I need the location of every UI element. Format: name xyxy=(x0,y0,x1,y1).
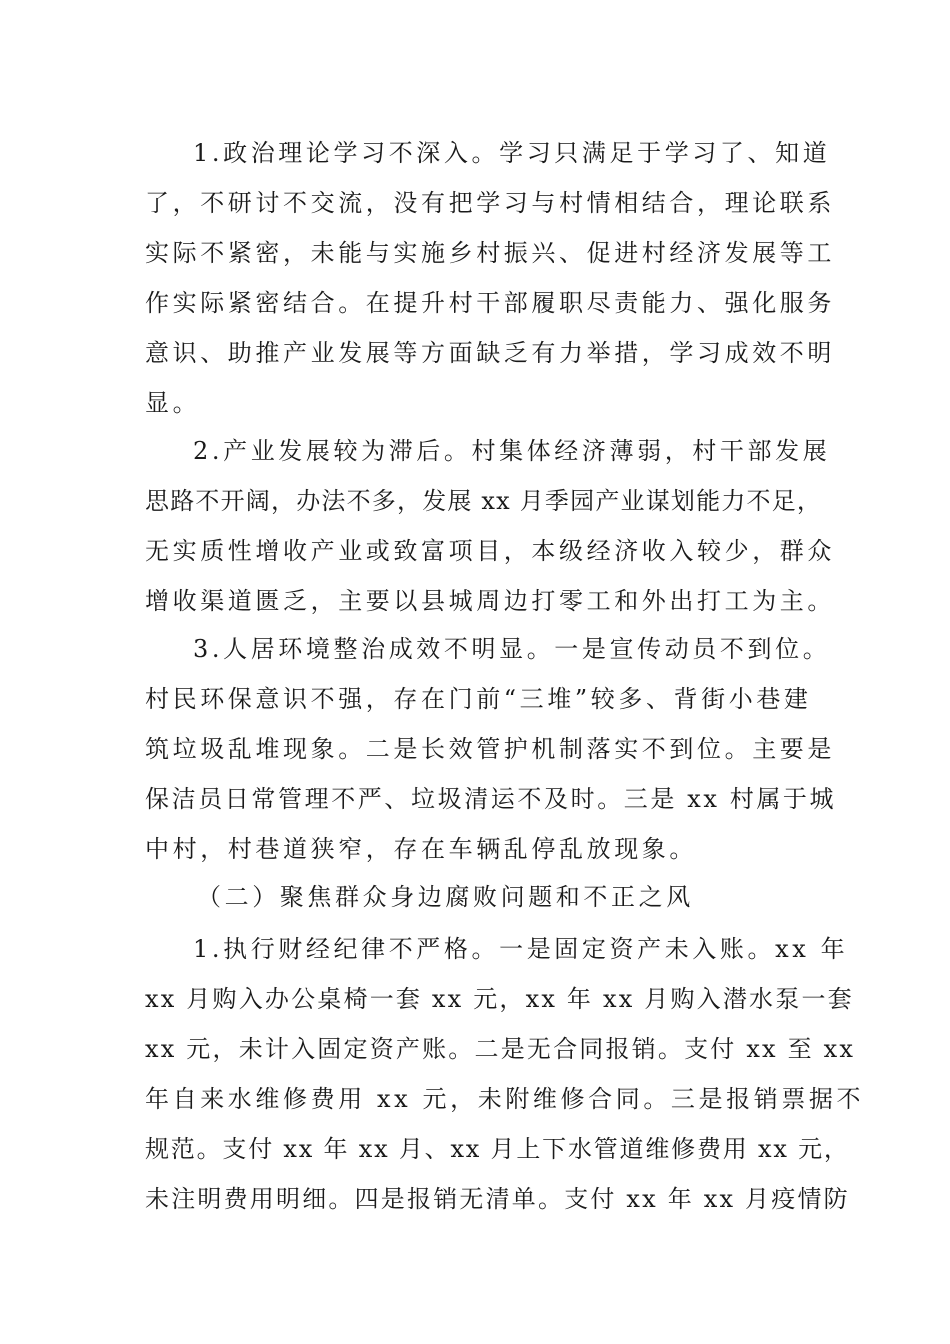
text-line: 村民环保意识不强，存在门前“三堆”较多、背街小巷建 xyxy=(145,685,812,713)
text-line: 未注明费用明细。四是报销无清单。支付 xx 年 xx 月疫情防 xyxy=(145,1185,850,1213)
text-line: 无实质性增收产业或致富项目，本级经济收入较少，群众 xyxy=(145,537,835,565)
text-line: 思路不开阔，办法不多，发展 xx 月季园产业谋划能力不足， xyxy=(145,487,823,515)
text-line: 显。 xyxy=(145,389,201,417)
section-heading: （二）聚焦群众身边腐败问题和不正之风 xyxy=(197,883,694,911)
text-line: 规范。支付 xx 年 xx 月、xx 月上下水管道维修费用 xx 元， xyxy=(145,1135,850,1163)
text-line: 中村，村巷道狭窄，存在车辆乱停乱放现象。 xyxy=(145,835,697,863)
text-line: 意识、助推产业发展等方面缺乏有力举措，学习成效不明 xyxy=(145,339,835,367)
text-line: 实际不紧密，未能与实施乡村振兴、促进村经济发展等工 xyxy=(145,239,835,267)
text-line: 3.人居环境整治成效不明显。一是宣传动员不到位。 xyxy=(193,635,831,663)
text-line: 年自来水维修费用 xx 元，未附维修合同。三是报销票据不 xyxy=(145,1085,865,1113)
text-line: 保洁员日常管理不严、垃圾清运不及时。三是 xx 村属于城 xyxy=(145,785,837,813)
text-line: 作实际紧密结合。在提升村干部履职尽责能力、强化服务 xyxy=(145,289,835,317)
text-line: 1.政治理论学习不深入。学习只满足于学习了、知道 xyxy=(193,139,831,167)
text-line: xx 元，未计入固定资产账。二是无合同报销。支付 xx 至 xx xyxy=(145,1035,856,1063)
text-line: 了，不研讨不交流，没有把学习与村情相结合，理论联系 xyxy=(145,189,835,217)
text-line: 筑垃圾乱堆现象。二是长效管护机制落实不到位。主要是 xyxy=(145,735,835,763)
text-line: 2.产业发展较为滞后。村集体经济薄弱，村干部发展 xyxy=(193,437,831,465)
text-line: 1.执行财经纪律不严格。一是固定资产未入账。xx 年 xyxy=(193,935,849,963)
text-line: 增收渠道匮乏，主要以县城周边打零工和外出打工为主。 xyxy=(145,587,835,615)
text-line: xx 月购入办公桌椅一套 xx 元，xx 年 xx 月购入潜水泵一套 xyxy=(145,985,854,1013)
